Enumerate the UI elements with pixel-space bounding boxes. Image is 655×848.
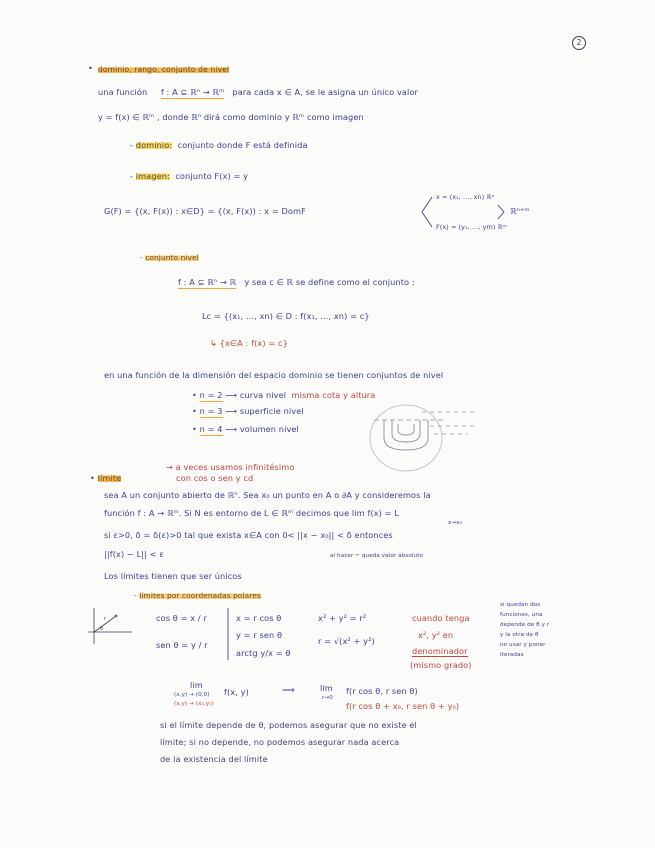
side-note-5: no usar y poner — [500, 642, 546, 648]
svg-text:θ: θ — [100, 626, 104, 632]
polar-arctg: arctg y/x = θ — [236, 648, 291, 658]
polar-x-eq: x = r cos θ — [236, 613, 282, 623]
function-def: f : A ⊆ ℝⁿ → ℝᵐ — [160, 87, 225, 97]
side-note-6: iteradas — [500, 652, 524, 658]
level-n-2: n = 3 — [199, 406, 223, 416]
conjunto-nivel-heading: - conjunto nivel — [140, 253, 199, 262]
graph-result: ℝⁿ⁺ᵐ — [510, 206, 530, 216]
side-note-4: y la otra de θ — [500, 632, 539, 638]
level-label-3: volumen nivel — [239, 424, 299, 434]
polar-y-eq: y = r sen θ — [236, 630, 283, 640]
intro-formula-y: y = f(x) ∈ ℝᵐ — [98, 112, 155, 122]
side-note-2: funciones, una — [500, 612, 543, 618]
section-title — [98, 64, 229, 75]
level-note-1: misma cota y altura — [291, 390, 376, 400]
lim2-f2: f(r cos θ + x₀, r sen θ + y₀) — [346, 701, 460, 711]
dominio-line: - dominio: conjunto donde F está definida — [130, 140, 308, 150]
lim-function: f(x, y) — [224, 687, 249, 697]
limite-p2-sub: x→x₀ — [448, 520, 462, 526]
limite-bullet: • límite — [90, 473, 122, 483]
limite-note-2: con cos o sen y cd — [176, 473, 254, 483]
red-note-4: (mismo grado) — [410, 660, 472, 670]
red-note-3-text: denominador — [412, 646, 468, 656]
level-n-1: n = 2 — [199, 390, 223, 400]
polar-divider — [226, 608, 230, 660]
intro-line-1 — [98, 87, 418, 98]
polar-circle: x² + y² = r² — [318, 613, 367, 623]
limite-note-1: → a veces usamos infinitésimo — [166, 462, 295, 472]
contour-sketch — [364, 398, 484, 478]
level-item-2: • n = 3 ⟶ superficie nivel — [192, 406, 304, 416]
lim-label: lim — [190, 680, 203, 690]
red-note-3 — [412, 646, 468, 657]
limite-p5: Los límites tienen que ser únicos — [104, 571, 242, 581]
dominio-text: conjunto donde F está definida — [177, 140, 308, 150]
level-set-lc: Lc = {(x₁, ..., xn) ∈ D : f(x₁, ..., xn) = c} — [202, 311, 370, 321]
imagen-term: imagen: — [135, 171, 170, 181]
graph-formula: G(F) = {(x, F(x)) : x∈D} = {(x, F(x)) : x = DomF — [104, 206, 306, 216]
imagen-text: conjunto F(x) = y — [175, 171, 249, 181]
limite-p4-note: al hacer ⌐ queda valor absoluto — [330, 553, 424, 559]
lim-sub-2: (x,y) → (x₀,y₀) — [174, 701, 214, 707]
page-number: 2 — [572, 36, 586, 50]
level-set-arrow: ↳ {x∈A : f(x) = c} — [210, 338, 288, 348]
lim-sub-1: (x,y) → (0,0) — [174, 692, 210, 698]
polar-axes-sketch — [86, 606, 136, 646]
imagen-line: - imagen: conjunto F(x) = y — [130, 171, 249, 181]
graph-lower: F(x) = (y₁, ..., ym) ℝᵐ — [436, 223, 507, 231]
implies-arrow: ⟹ — [282, 686, 296, 696]
limite-term: límite — [97, 473, 122, 483]
limite-p4: ||f(x) − L|| < ε — [104, 549, 164, 559]
limite-p2: función f : A → ℝᵐ. Si N es entorno de L ∈ ℝᵐ decimos que lim f(x) = L — [104, 508, 400, 518]
conclusion-2: límite; si no depende, no podemos asegurar nada acerca — [160, 737, 400, 747]
red-note-1: cuando tenga — [412, 613, 470, 623]
conjunto-nivel-term: conjunto nivel — [145, 253, 199, 262]
red-note-2: x², y² en — [418, 630, 454, 640]
level-item-1: • n = 2 ⟶ curva nivel misma cota y altura — [192, 390, 376, 400]
dominio-term: dominio: — [135, 140, 173, 150]
side-note-1: si quedan dos — [500, 602, 541, 608]
conclusion-1: si el límite depende de θ, podemos asegurar que no existe el — [160, 720, 417, 730]
lim2-label: lim — [320, 683, 333, 693]
level-n-3: n = 4 — [199, 424, 223, 434]
lim2-sub: r→0 — [322, 695, 333, 701]
level-label-1: curva nivel — [239, 390, 287, 400]
intro-text-a: una función — [98, 87, 148, 97]
limite-p1: sea A un conjunto abierto de ℝⁿ. Sea x₀ un punto en A o ∂A y consideremos la — [104, 490, 431, 500]
conjunto-nivel-def — [178, 277, 415, 288]
conjunto-nivel-formula: f : A ⊆ ℝⁿ → ℝ — [178, 277, 237, 287]
polar-cos: cos θ = x / r — [156, 613, 207, 623]
dimension-text: en una función de la dimensión del espacio dominio se tienen conjuntos de nivel — [104, 370, 444, 380]
svg-text:r: r — [104, 616, 107, 622]
polar-r-eq: r = √(x² + y²) — [318, 636, 375, 646]
intro-text-c: , donde ℝⁿ dirá como dominio y ℝᵐ como imagen — [156, 112, 364, 122]
side-note-3: depende de θ y r — [500, 622, 550, 628]
intro-text-b: para cada x ∈ A, se le asigna un único valor — [232, 87, 418, 97]
polares-term: límites por coordenadas polares — [139, 591, 261, 600]
intro-line-2 — [98, 112, 364, 123]
polares-heading: - límites por coordenadas polares — [134, 591, 261, 600]
conclusion-3: de la existencia del límite — [160, 754, 268, 764]
section-title-text: dominio, rango, conjunto de nivel — [98, 65, 230, 74]
graph-upper: x = (x₁, ..., xn) ℝⁿ — [436, 193, 495, 201]
level-item-3: • n = 4 ⟶ volumen nivel — [192, 424, 299, 434]
conjunto-nivel-text: y sea c ∈ ℝ se define como el conjunto : — [244, 277, 415, 287]
bullet: • — [88, 63, 93, 73]
level-label-2: superficie nivel — [239, 406, 304, 416]
lim2-f1: f(r cos θ, r sen θ) — [346, 686, 418, 696]
polar-sin: sen θ = y / r — [156, 640, 208, 650]
limite-p3: si ε>0, δ = δ(ε)>0 tal que exista x∈A con 0< ||x − x₀|| < δ entonces — [104, 530, 393, 540]
limite-note-1-text: a veces usamos infinitésimo — [175, 462, 295, 472]
